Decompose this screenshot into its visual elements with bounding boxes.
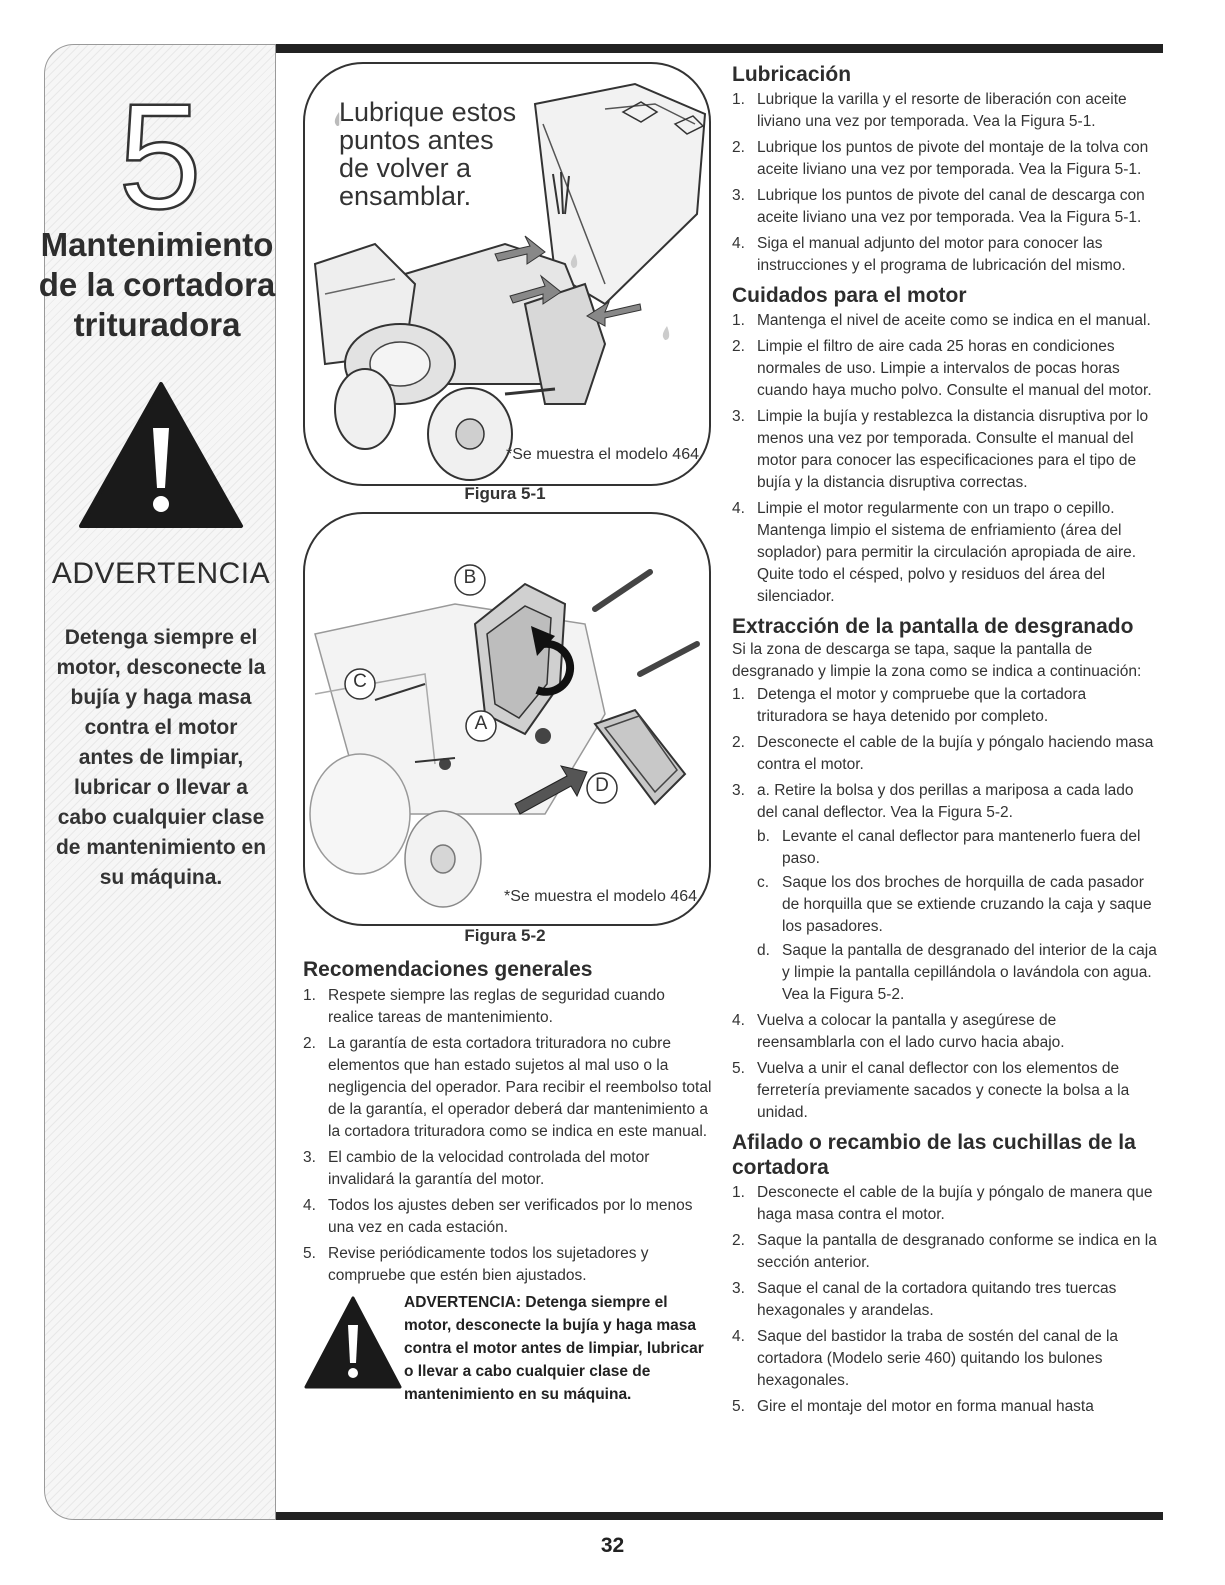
list-item-text: Vuelva a colocar la pantalla y asegúrese de reensamblarla con el lado curvo hacia abajo. (757, 1012, 1065, 1051)
chapter-number: 5 (118, 72, 202, 240)
list-item-text: Gire el montaje del motor en forma manual hasta (757, 1398, 1094, 1415)
list-item-number: 2. (732, 139, 745, 156)
list-item (732, 1396, 1157, 1418)
list-item (303, 1033, 713, 1143)
list-item-text: Lubrique los puntos de pivote del canal de descarga con aceite liviano una vez por temporada. Vea la Figura 5-1. (757, 187, 1145, 226)
list-item-text: Saque el canal de la cortadora quitando tres tuercas hexagonales y arandelas. (757, 1280, 1117, 1319)
list-item-number: 5. (732, 1060, 745, 1077)
list-item (732, 1058, 1157, 1124)
chapter-title-line-1: Mantenimiento (40, 226, 274, 263)
list-item-number: 1. (732, 686, 745, 703)
list-item-text: Saque la pantalla de desgranado conforme se indica en la sección anterior. (757, 1232, 1157, 1271)
list-item-number: 3. (732, 408, 745, 425)
list-item-text: Desconecte el cable de la bujía y póngalo de manera que haga masa contra el motor. (757, 1184, 1153, 1223)
section-heading: Extracción de la pantalla de desgranado (732, 615, 1134, 638)
list-item-text: Limpie la bujía y restablezca la distancia disruptiva por lo menos una vez por temporada. Consulte el manual del motor para conocer las especificaciones para el tipo de bujía y la distancia disruptiva correctas. (757, 408, 1149, 491)
list-item-text: Levante el canal deflector para mantenerlo fuera del paso. (782, 828, 1141, 867)
list-item (732, 780, 1157, 824)
list-item-text: Saque los dos broches de horquilla de cada pasador de horquilla que se extiende cruzando la caja y saque los pasadores. (782, 874, 1152, 935)
list-item-number: 1. (732, 1184, 745, 1201)
list-subitem (732, 940, 1157, 1006)
screen-removal-illustration (305, 514, 709, 924)
list-item (732, 1010, 1157, 1054)
list-item (732, 1230, 1157, 1274)
list-item-text: Lubrique los puntos de pivote del montaje de la tolva con aceite liviano una vez por temporada. Vea la Figura 5-1. (757, 139, 1149, 178)
recomendaciones-list (303, 985, 713, 1287)
list-item-number: 3. (732, 782, 745, 799)
list-item-text: El cambio de la velocidad controlada del motor invalidará la garantía del motor. (328, 1149, 650, 1188)
section-heading: Cuidados para el motor (732, 284, 967, 307)
list-item-number: 4. (732, 500, 745, 517)
list-item-number: 3. (732, 187, 745, 204)
list-item-number: 4. (732, 1012, 745, 1029)
list-item (732, 406, 1157, 494)
list-item-letter: b. (757, 828, 770, 845)
chapter-title (37, 225, 277, 345)
figure-model-note: *Se muestra el modelo 464 (506, 446, 699, 463)
list-item-number: 1. (303, 987, 316, 1004)
list-item (732, 137, 1157, 181)
list-item-text: Vuelva a unir el canal deflector con los elementos de ferretería previamente sacados y conecte la bolsa a la unidad. (757, 1060, 1130, 1121)
list-item-text: La garantía de esta cortadora trituradora no cubre elementos que han estado sujetos al mal uso o la negligencia del operador. Para recibir el reembolso total de la garantía, el operador deberá dar mantenimiento a la cortadora trituradora como se indica en este manual. (328, 1035, 712, 1140)
list-item-number: 5. (732, 1398, 745, 1415)
list-item-text: a. Retire la bolsa y dos perillas a mariposa a cada lado del canal deflector. Vea la Figura 5-2. (757, 782, 1134, 821)
list-item-number: 1. (732, 312, 745, 329)
list-item (732, 732, 1157, 776)
figure-model-note: *Se muestra el modelo 464 (504, 888, 697, 905)
list-item-number: 5. (303, 1245, 316, 1262)
list-item (732, 233, 1157, 277)
inline-warning (303, 1291, 713, 1411)
list-item-text: Desconecte el cable de la bujía y póngalo haciendo masa contra el motor. (757, 734, 1154, 773)
list-item-number: 3. (303, 1149, 316, 1166)
chapter-title-line-3: trituradora (73, 306, 241, 343)
list-item-text: Todos los ajustes deben ser verificados por lo menos una vez en cada estación. (328, 1197, 693, 1236)
list-item-text: Saque del bastidor la traba de sostén del canal de la cortadora (Modelo serie 460) quitando los bulones hexagonales. (757, 1328, 1119, 1389)
list-item-letter: c. (757, 874, 770, 891)
list-item-number: 4. (303, 1197, 316, 1214)
list-item (732, 89, 1157, 133)
chapter-title-line-2: de la cortadora (38, 266, 276, 303)
list-item (732, 684, 1157, 728)
section-intro: Si la zona de descarga se tapa, saque la pantalla de desgranado y limpie la zona como se indica a continuación: (732, 641, 1142, 680)
list-item-text: Limpie el filtro de aire cada 25 horas en condiciones normales de uso. Limpie a intervalos de pocas horas cuando haya mucho polvo. Consulte el manual del motor. (757, 338, 1152, 399)
list-subitem (732, 826, 1157, 870)
list-item (732, 498, 1157, 608)
warning-triangle-icon (77, 380, 245, 530)
figure-caption-5-1: Figura 5-1 (464, 484, 546, 503)
inline-warning-text: ADVERTENCIA: Detenga siempre el motor, desconecte la bujía y haga masa contra el motor antes de limpiar, lubricar o llevar a cabo cualquier clase de mantenimiento en su máquina. (404, 1294, 704, 1403)
page-number: 32 (600, 1534, 625, 1557)
list-item-number: 2. (303, 1035, 316, 1052)
callout-label-a: A (474, 713, 488, 734)
right-column (732, 62, 1157, 1422)
callout-label-d: D (595, 775, 609, 796)
list-item-text: Revise periódicamente todos los sujetadores y compruebe que estén bien ajustados. (328, 1245, 649, 1284)
list-subitem (732, 872, 1157, 938)
list-item (303, 1243, 713, 1287)
list-item-number: 2. (732, 1232, 745, 1249)
list-item-text: Limpie el motor regularmente con un trapo o cepillo. Mantenga limpio el sistema de enfriamiento (área del soplador) para permitir la circulación apropiada de aire. Quite todo el césped, polvo y residuos del área del silenciador. (757, 500, 1137, 605)
list-item-number: 3. (732, 1280, 745, 1297)
warning-triangle-icon (303, 1295, 403, 1391)
list-item-number: 4. (732, 1328, 745, 1345)
callout-label-b: B (463, 567, 477, 588)
warning-text: Detenga siempre el motor, desconecte la bujía y haga masa contra el motor antes de limpiar, lubricar o llevar a cabo cualquier clase de mantenimiento en su máquina. (55, 626, 267, 889)
afilado-list (732, 1182, 1157, 1418)
list-item-number: 2. (732, 734, 745, 751)
warning-heading: ADVERTENCIA (51, 557, 271, 590)
section-heading: Afilado o recambio de las cuchillas de la cortadora (732, 1131, 1136, 1179)
figure-caption-5-2: Figura 5-2 (464, 926, 546, 945)
figure-5-2 (303, 512, 711, 926)
cuidados-list (732, 310, 1157, 608)
section-heading: Lubricación (732, 63, 852, 86)
chapter-sidebar (38, 44, 276, 1520)
bottom-rule (275, 1512, 1163, 1520)
list-item (303, 1147, 713, 1191)
section-recomendaciones (303, 957, 713, 1411)
list-item (732, 336, 1157, 402)
list-item (732, 310, 1157, 332)
list-item (303, 985, 713, 1029)
list-item (732, 1182, 1157, 1226)
list-item-text: Lubrique la varilla y el resorte de liberación con aceite liviano una vez por temporada. Vea la Figura 5-1. (757, 91, 1127, 130)
callout-label-c: C (353, 671, 367, 692)
list-item-text: Siga el manual adjunto del motor para conocer las instrucciones y el programa de lubricación del mismo. (757, 235, 1126, 274)
list-item (303, 1195, 713, 1239)
list-item-letter: d. (757, 942, 770, 959)
list-item-text: Respete siempre las reglas de seguridad cuando realice tareas de mantenimiento. (328, 987, 665, 1026)
list-item (732, 1326, 1157, 1392)
list-item-text: Mantenga el nivel de aceite como se indica en el manual. (757, 312, 1151, 329)
list-item-text: Detenga el motor y compruebe que la cortadora trituradora se haya detenido por completo. (757, 686, 1087, 725)
section-heading: Recomendaciones generales (303, 958, 593, 981)
figure-callout: Lubrique estos puntos antes de volver a ensamblar. (339, 98, 519, 210)
list-item-number: 2. (732, 338, 745, 355)
list-item-number: 4. (732, 235, 745, 252)
list-item (732, 185, 1157, 229)
list-item (732, 1278, 1157, 1322)
figure-5-1 (303, 62, 711, 486)
list-item-number: 1. (732, 91, 745, 108)
list-item-text: Saque la pantalla de desgranado del interior de la caja y limpie la pantalla cepillándola o lavándola con agua. Vea la Figura 5-2. (782, 942, 1157, 1003)
extraccion-list (732, 684, 1157, 1124)
top-rule (275, 44, 1163, 53)
lubricacion-list (732, 89, 1157, 277)
